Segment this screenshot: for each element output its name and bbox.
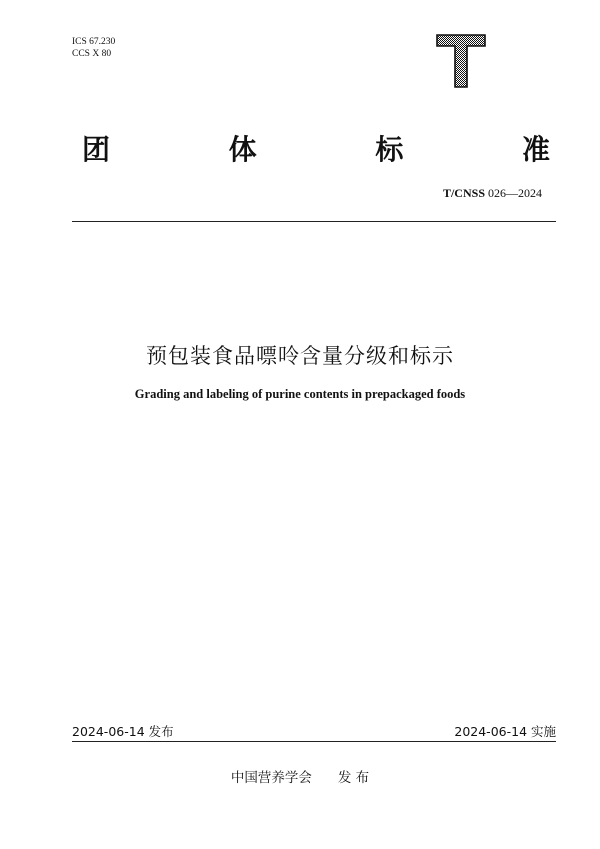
document-title-cn: 预包装食品嘌呤含量分级和标示 [146, 344, 454, 368]
standard-number [443, 186, 542, 201]
standard-type-t-logo [436, 34, 486, 88]
standard-type-heading [82, 128, 552, 168]
standard-number-prefix: T/CNSS [442, 186, 485, 200]
standard-type-char: 团 [82, 133, 113, 166]
ics-code: ICS 67.230 [72, 37, 116, 47]
standard-number-value: 026—2024 [488, 186, 542, 200]
publisher-org: 中国营养学会 [230, 770, 312, 786]
standard-type-char: 标 [375, 133, 406, 166]
issue-date: 2024-06-14 发布 [72, 724, 174, 739]
implementation-date: 2024-06-14 实施 [454, 724, 556, 739]
standard-type-char: 体 [228, 133, 259, 166]
bottom-divider [72, 741, 556, 742]
document-title-en: Grading and labeling of purine contents in prepackaged foods [134, 387, 466, 401]
standard-type-char: 准 [521, 133, 552, 166]
classification-codes [72, 36, 115, 60]
publisher [0, 766, 600, 786]
top-divider [72, 221, 556, 222]
ccs-code: CCS X 80 [72, 49, 112, 59]
publisher-action: 发 布 [337, 770, 370, 786]
